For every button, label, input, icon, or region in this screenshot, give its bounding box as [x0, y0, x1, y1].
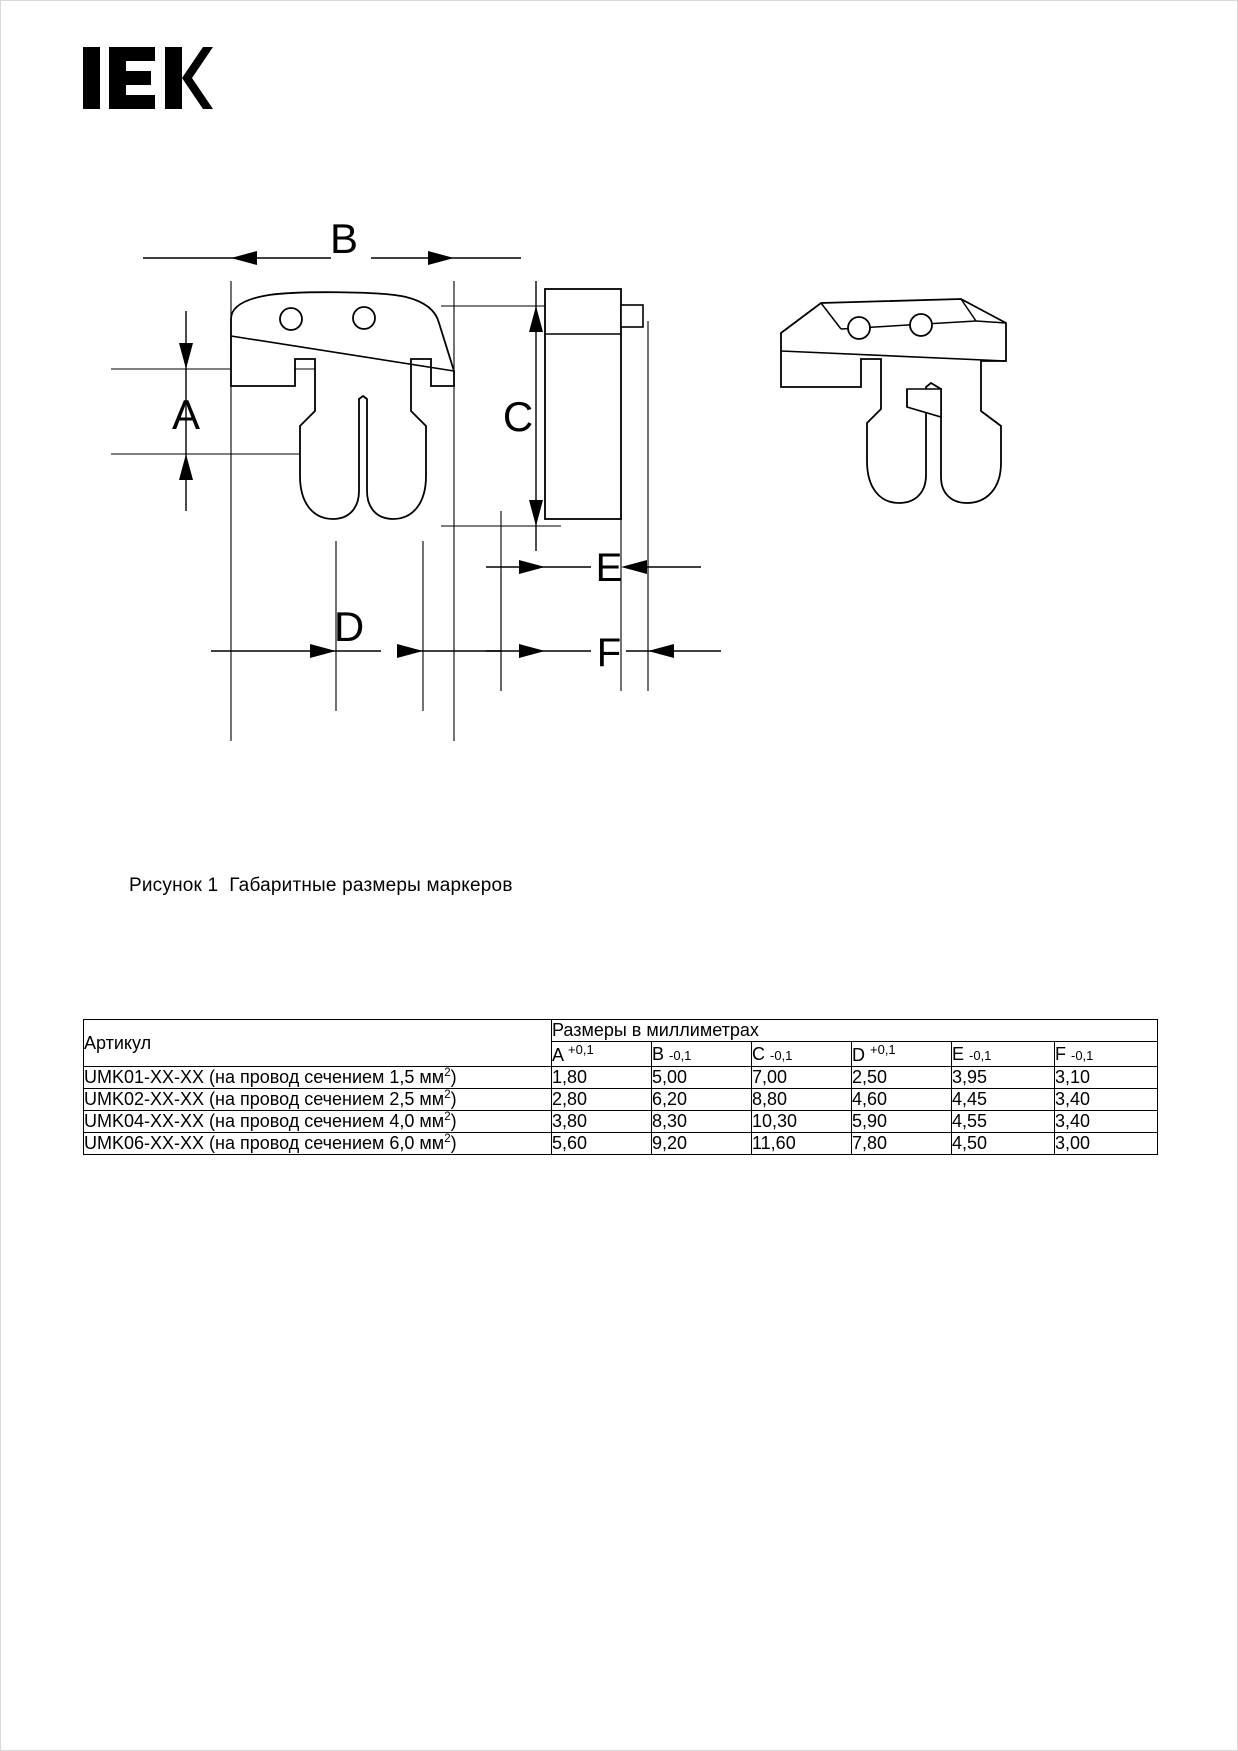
dim-label-b: B [329, 215, 359, 262]
subheader-c: C -0,1 [752, 1042, 852, 1067]
row-value-f: 3,10 [1055, 1067, 1158, 1089]
table-row [84, 1133, 1158, 1155]
row-article: UMK01-XX-XX (на провод сечением 1,5 $мм^2$) [84, 1067, 552, 1089]
row-article: UMK06-XX-XX (на провод сечением 6,0 $мм^2$) [84, 1133, 552, 1155]
figure-caption: Рисунок 1 Габаритные размеры маркеров [129, 875, 513, 896]
dim-label-c: C [502, 393, 534, 440]
subheader-b: B -0,1 [652, 1042, 752, 1067]
row-value-b: 8,30 [652, 1111, 752, 1133]
header-article: Артикул [84, 1020, 552, 1067]
row-value-c: 7,00 [752, 1067, 852, 1089]
iek-logo [83, 47, 213, 109]
row-value-d: 4,60 [852, 1089, 952, 1111]
row-value-d: 5,90 [852, 1111, 952, 1133]
dim-label-f: F [596, 631, 622, 675]
row-value-f: 3,00 [1055, 1133, 1158, 1155]
table-row [84, 1067, 1158, 1089]
subheader-e: E -0,1 [952, 1042, 1055, 1067]
marker-dimensions-drawing [81, 211, 1091, 771]
row-value-e: 3,95 [952, 1067, 1055, 1089]
row-article: UMK02-XX-XX (на провод сечением 2,5 $мм^2$) [84, 1089, 552, 1111]
row-value-c: 8,80 [752, 1089, 852, 1111]
dim-label-e: E [595, 546, 623, 590]
row-value-a: 5,60 [552, 1133, 652, 1155]
dimensions-table-wrapper [83, 1019, 1156, 1155]
dim-label-d: D [333, 603, 365, 650]
dimensions-table [83, 1019, 1158, 1155]
row-value-b: 9,20 [652, 1133, 752, 1155]
row-value-d: 7,80 [852, 1133, 952, 1155]
table-row [84, 1089, 1158, 1111]
subheader-f: F -0,1 [1055, 1042, 1158, 1067]
table-row [84, 1111, 1158, 1133]
row-value-b: 5,00 [652, 1067, 752, 1089]
dim-label-a: A [171, 391, 201, 438]
row-value-e: 4,55 [952, 1111, 1055, 1133]
header-dimensions: Размеры в миллиметрах [552, 1020, 1158, 1042]
row-value-a: 1,80 [552, 1067, 652, 1089]
row-value-a: 2,80 [552, 1089, 652, 1111]
table-header-row [84, 1020, 1158, 1042]
row-value-e: 4,45 [952, 1089, 1055, 1111]
row-value-e: 4,50 [952, 1133, 1055, 1155]
subheader-a: A $^{+0,1}$ [552, 1042, 652, 1067]
row-article: UMK04-XX-XX (на провод сечением 4,0 $мм^2$) [84, 1111, 552, 1133]
row-value-f: 3,40 [1055, 1089, 1158, 1111]
row-value-a: 3,80 [552, 1111, 652, 1133]
row-value-c: 10,30 [752, 1111, 852, 1133]
row-value-f: 3,40 [1055, 1111, 1158, 1133]
row-value-d: 2,50 [852, 1067, 952, 1089]
subheader-d: D $^{+0,1}$ [852, 1042, 952, 1067]
row-value-c: 11,60 [752, 1133, 852, 1155]
row-value-b: 6,20 [652, 1089, 752, 1111]
